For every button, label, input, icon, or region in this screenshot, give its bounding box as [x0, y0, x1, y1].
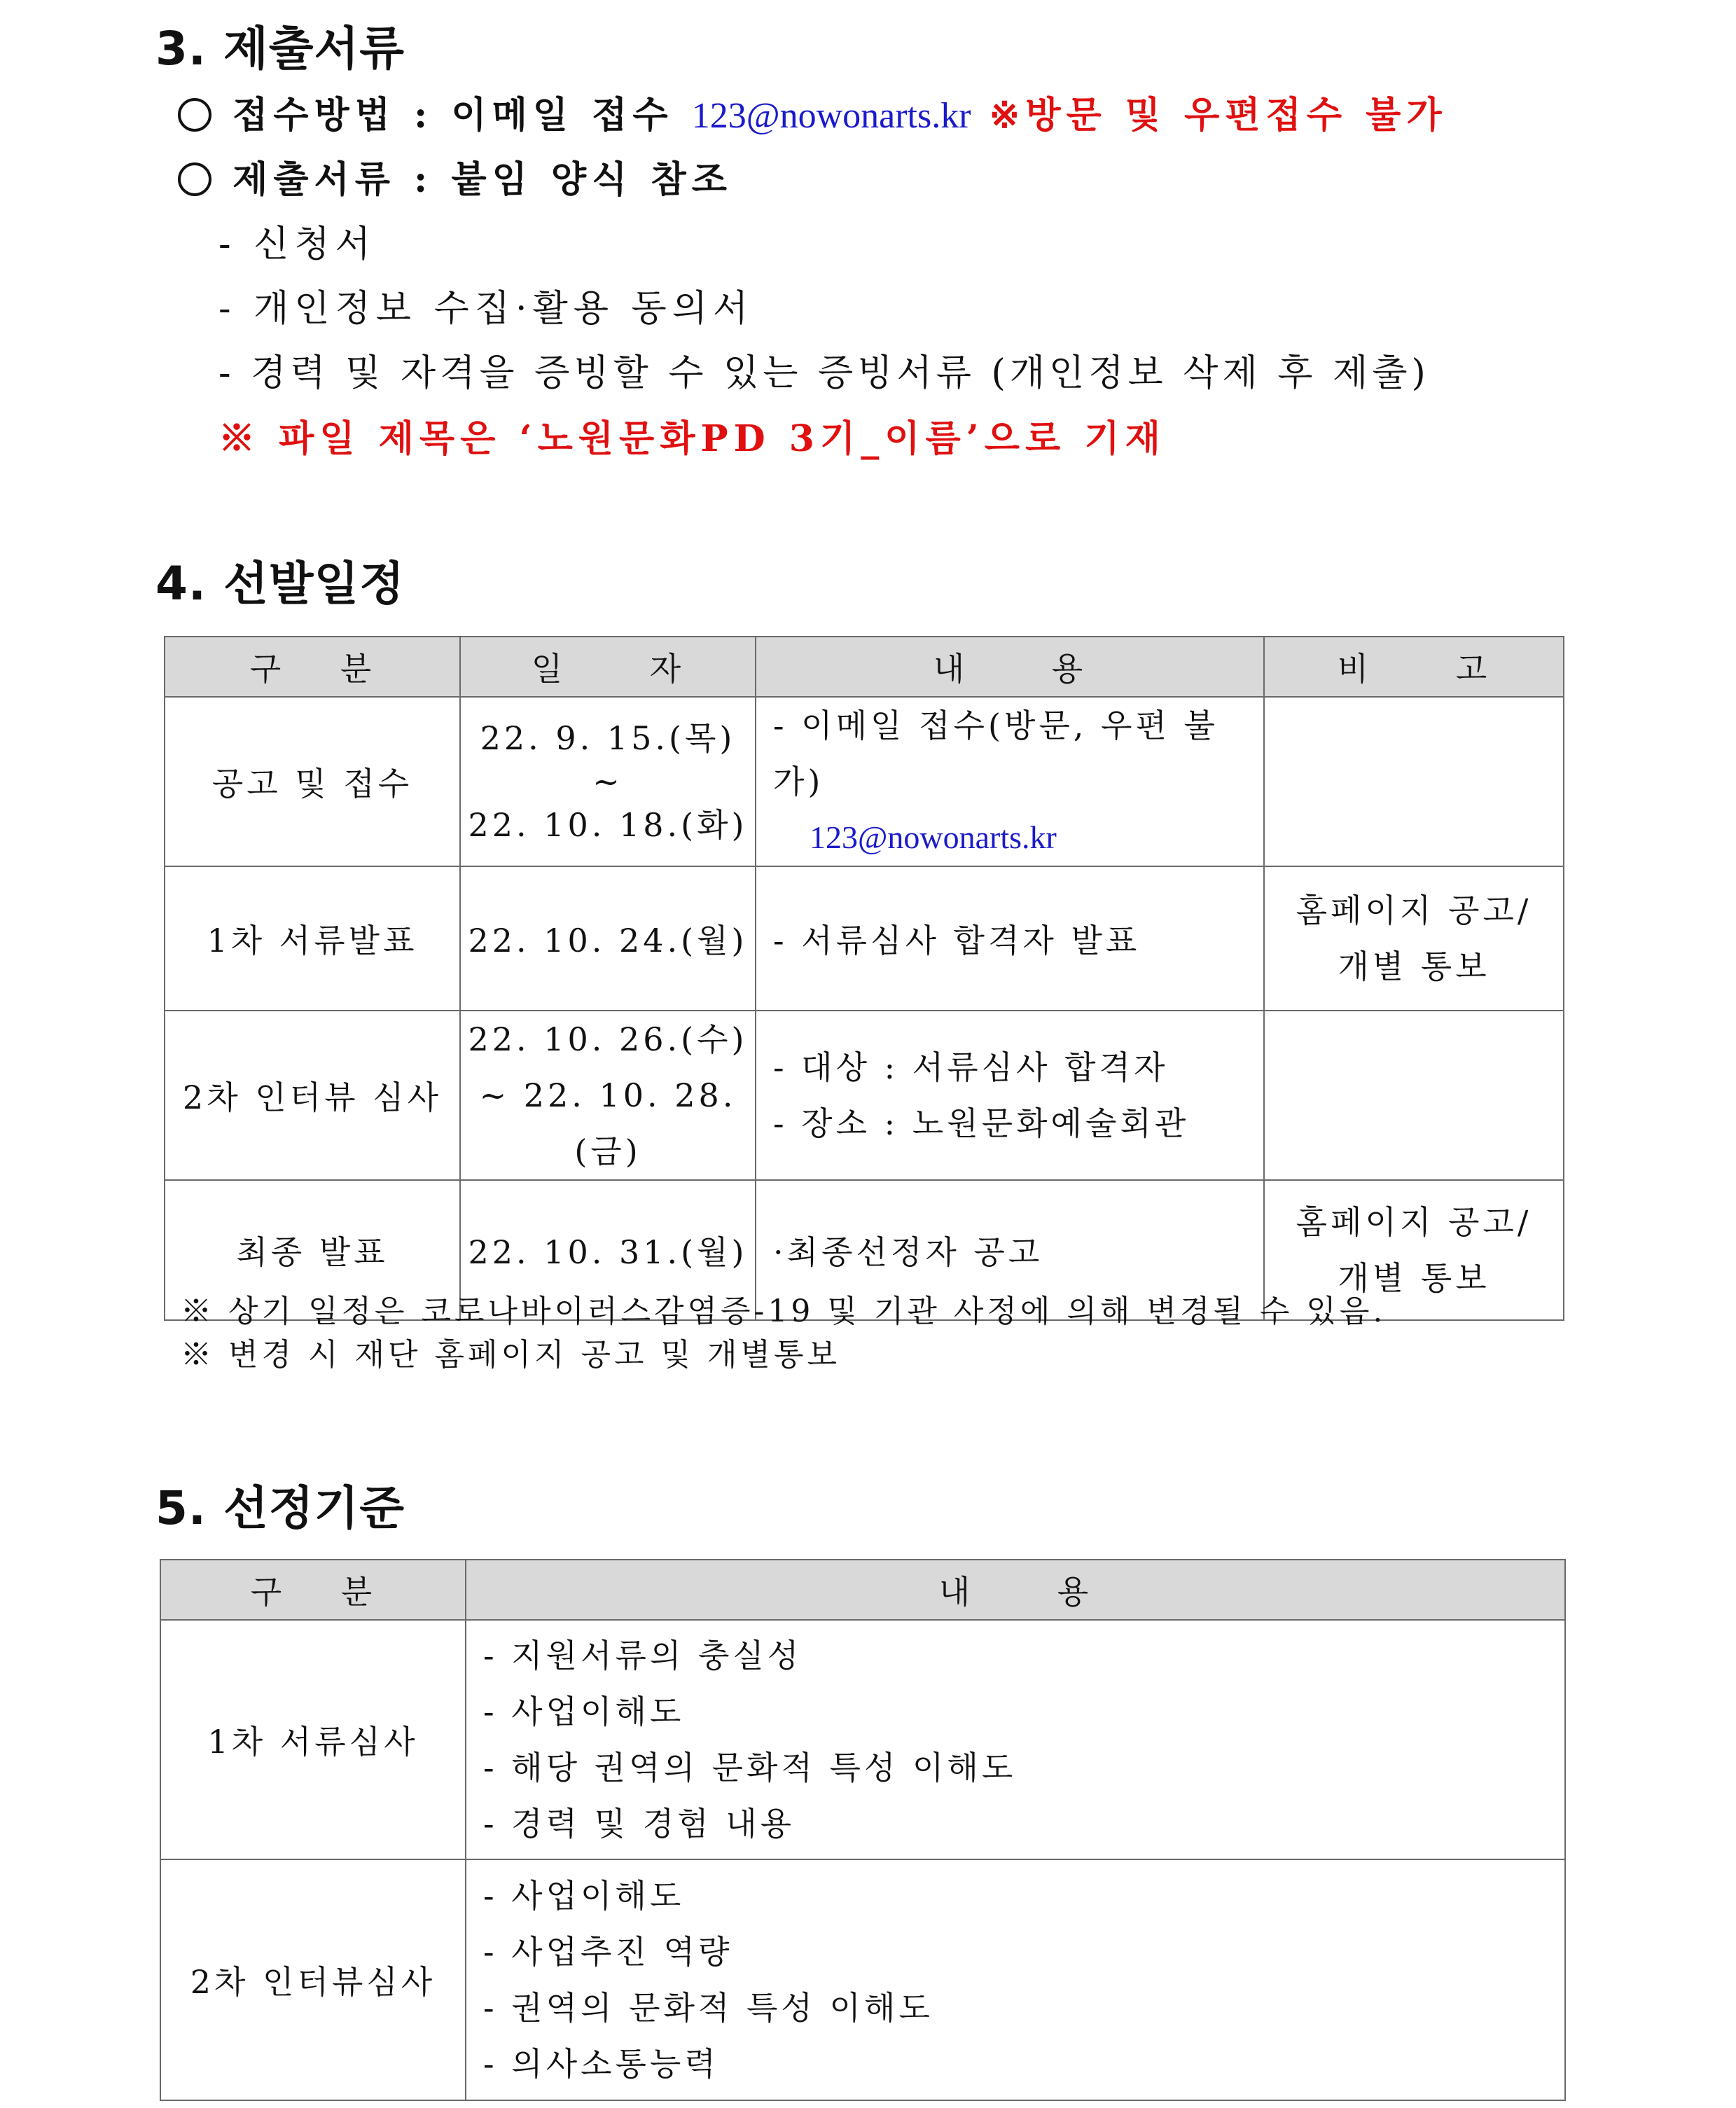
documents-label: 제출서류 : 붙임 양식 참조	[232, 158, 732, 201]
row-dates: 22. 10. 26.(수) ~ 22. 10. 28.(금)	[460, 1011, 756, 1180]
table-row	[165, 697, 1564, 866]
header-content: 내 용	[466, 1560, 1565, 1620]
row-category: 2차 인터뷰 심사	[165, 1011, 460, 1180]
documents-line	[178, 150, 732, 202]
method-warning: ※방문 및 우편접수 불가	[971, 94, 1447, 137]
row-content: - 대상 : 서류심사 합격자 - 장소 : 노원문화예술회관	[756, 1011, 1264, 1180]
table-row	[165, 1011, 1564, 1180]
row-criteria: - 지원서류의 충실성 - 사업이해도 - 해당 권역의 문화적 특성 이해도 - 경력 및 경험 내용	[466, 1620, 1565, 1859]
row-criteria: - 사업이해도 - 사업추진 역량 - 권역의 문화적 특성 이해도 - 의사소통능력	[466, 1859, 1565, 2100]
table-row	[160, 1859, 1565, 2100]
method-label: 접수방법 : 이메일 접수	[232, 94, 692, 137]
doc-item: - 신청서	[218, 223, 376, 265]
header-category: 구 분	[160, 1560, 466, 1620]
circle-bullet-icon	[178, 162, 211, 196]
schedule-note: ※ 상기 일정은 코로나바이러스감염증-19 및 기관 사정에 의해 변경될 수 있음.	[181, 1294, 1387, 1329]
row-category: 1차 서류발표	[165, 866, 460, 1011]
row-dates: 22. 9. 15.(목) ~ 22. 10. 18.(화)	[460, 697, 756, 866]
header-category: 구 분	[165, 637, 460, 697]
row-dates: 22. 10. 24.(월)	[460, 866, 756, 1011]
row-dates: 22. 10. 31.(월)	[460, 1180, 756, 1320]
row-category: 1차 서류심사	[160, 1620, 466, 1859]
section3-title: 3. 제출서류	[155, 22, 405, 76]
schedule-note: ※ 변경 시 재단 홈페이지 공고 및 개별통보	[181, 1337, 840, 1373]
criteria-table	[160, 1559, 1566, 2101]
file-name-note: ※ 파일 제목은 ‘노원문화PD 3기_이름’으로 기재	[218, 417, 1166, 460]
row-category: 2차 인터뷰심사	[160, 1859, 466, 2100]
row-remarks	[1264, 1011, 1564, 1180]
email-link[interactable]: 123@nowonarts.kr	[810, 819, 1057, 855]
table-header-row	[160, 1560, 1565, 1620]
header-remarks: 비 고	[1264, 637, 1564, 697]
row-remarks: 홈페이지 공고/ 개별 통보	[1264, 866, 1564, 1011]
row-category: 최종 발표	[165, 1180, 460, 1320]
submission-method-line	[178, 85, 1447, 138]
doc-item: - 개인정보 수집·활용 동의서	[218, 288, 754, 330]
table-row	[160, 1620, 1565, 1859]
schedule-table	[164, 636, 1564, 1321]
row-remarks	[1264, 697, 1564, 866]
row-category: 공고 및 접수	[165, 697, 460, 866]
row-content: - 이메일 접수(방문, 우편 불가) 123@nowonarts.kr	[756, 697, 1264, 866]
doc-item: - 경력 및 자격을 증빙할 수 있는 증빙서류 (개인정보 삭제 후 제출)	[218, 352, 1430, 394]
circle-bullet-icon	[178, 98, 211, 132]
section4-title: 4. 선발일정	[155, 557, 405, 611]
row-content: - 서류심사 합격자 발표	[756, 866, 1264, 1011]
header-date: 일 자	[460, 637, 756, 697]
table-header-row	[165, 637, 1564, 697]
row-remarks: 홈페이지 공고/ 개별 통보	[1264, 1180, 1564, 1320]
table-row	[165, 866, 1564, 1011]
email-link[interactable]: 123@nowonarts.kr	[691, 96, 971, 136]
row-content: ·최종선정자 공고	[756, 1180, 1264, 1320]
header-content: 내 용	[756, 637, 1264, 697]
section5-title: 5. 선정기준	[155, 1481, 405, 1535]
